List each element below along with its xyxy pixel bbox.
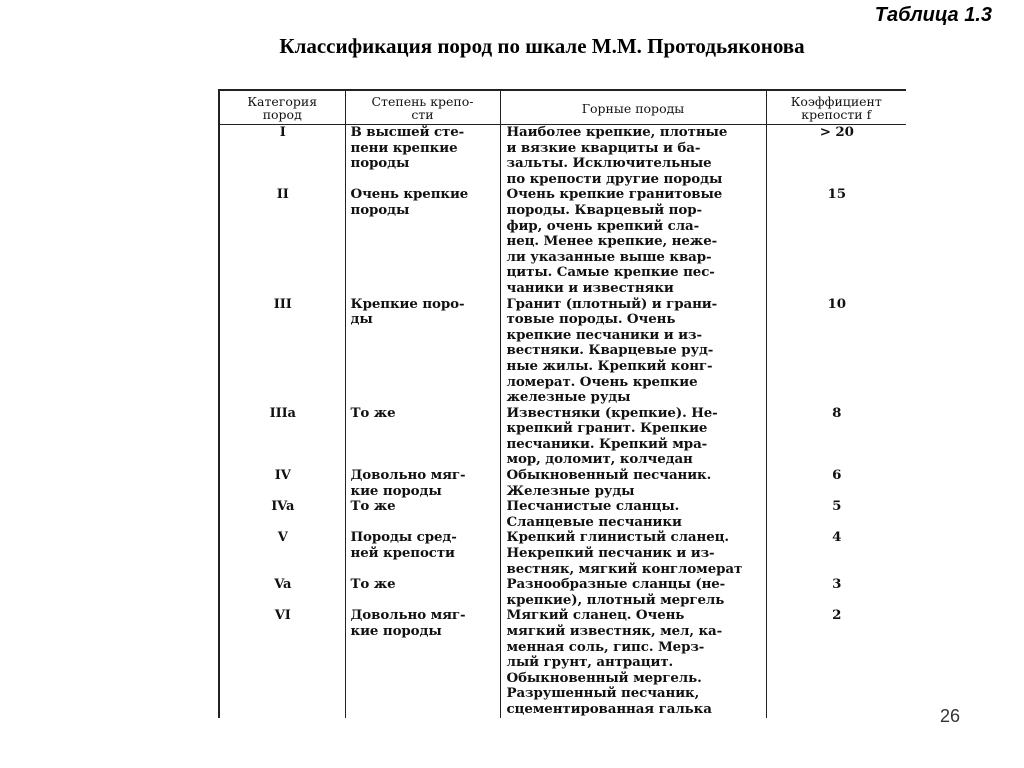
header-line: Степень крепо- <box>371 94 474 109</box>
degree-line: Крепкие поро- <box>350 295 465 312</box>
degree-cell <box>345 608 500 717</box>
category-cell: IVa <box>219 499 345 530</box>
classification-table-scan <box>218 89 906 765</box>
rocks-cell <box>500 530 766 577</box>
degree-line: кие породы <box>350 482 442 499</box>
header-line: Категория <box>247 94 318 109</box>
category-cell: Va <box>219 577 345 608</box>
header-category <box>219 90 345 125</box>
degree-cell <box>345 125 500 188</box>
degree-line: То же <box>350 498 396 515</box>
header-line: пород <box>262 107 302 122</box>
rocks-line: породы. Кварцевый пор- <box>506 201 702 218</box>
rocks-line: ли указанные выше квар- <box>506 248 712 265</box>
degree-line: породы <box>350 155 410 172</box>
table-row <box>219 468 906 499</box>
degree-line: То же <box>350 404 396 421</box>
rocks-line: чаники и известняки <box>506 279 674 296</box>
rocks-line: песчаники. Крепкий мра- <box>506 435 708 452</box>
rocks-line: Некрепкий песчаник и из- <box>506 545 715 562</box>
header-line: крепости f <box>801 107 872 122</box>
rocks-line: крепкие), плотный мергель <box>506 591 725 608</box>
coefficient-cell: 2 <box>766 608 906 717</box>
rocks-line: лый грунт, антрацит. <box>506 654 674 671</box>
rocks-line: Очень крепкие гранитовые <box>506 186 723 203</box>
rocks-line: Сланцевые песчаники <box>506 513 682 530</box>
category-cell: VI <box>219 608 345 717</box>
rocks-line: ные жилы. Крепкий конг- <box>506 357 713 374</box>
degree-cell <box>345 530 500 577</box>
rocks-line: Разнообразные сланцы (не- <box>506 576 726 593</box>
header-degree <box>345 90 500 125</box>
degree-line: кие породы <box>350 623 442 639</box>
rocks-line: и вязкие кварциты и ба- <box>506 139 701 156</box>
page-number: 26 <box>940 706 961 726</box>
rocks-cell <box>500 406 766 468</box>
category-cell: II <box>219 187 345 296</box>
degree-line: ды <box>350 311 373 328</box>
degree-line: пени крепкие <box>350 139 458 156</box>
rocks-cell <box>500 577 766 608</box>
rocks-line: сцементированная галька <box>506 700 712 717</box>
rocks-line: Наиболее крепкие, плотные <box>506 124 728 140</box>
rocks-line: циты. Самые крепкие пес- <box>506 264 715 281</box>
rocks-cell <box>500 499 766 530</box>
rocks-line: Крепкий глинистый сланец. <box>506 529 729 546</box>
header-coefficient <box>766 90 906 125</box>
rocks-cell <box>500 608 766 717</box>
table-row <box>219 406 906 468</box>
rocks-line: Железные руды <box>506 482 635 499</box>
table-row <box>219 577 906 608</box>
rocks-line: товые породы. Очень <box>506 311 676 328</box>
rocks-line: Песчанистые сланцы. <box>506 498 680 515</box>
degree-cell <box>345 499 500 530</box>
degree-cell <box>345 468 500 499</box>
category-cell: IIIa <box>219 406 345 468</box>
degree-line: То же <box>350 576 396 593</box>
degree-line: Очень крепкие <box>350 186 469 203</box>
header-rocks <box>500 90 766 125</box>
coefficient-cell: 8 <box>766 406 906 468</box>
table-row <box>219 187 906 296</box>
category-cell: III <box>219 297 345 406</box>
degree-line: Породы сред- <box>350 529 457 546</box>
rocks-line: Известняки (крепкие). Не- <box>506 404 718 421</box>
category-cell: I <box>219 125 345 188</box>
rocks-line: менная соль, гипс. Мерз- <box>506 638 705 655</box>
rocks-line: крепкие песчаники и из- <box>506 326 702 343</box>
rocks-line: Мягкий сланец. Очень <box>506 607 685 624</box>
rocks-line: Гранит (плотный) и грани- <box>506 295 718 312</box>
degree-line: Довольно мяг- <box>350 607 466 624</box>
rocks-line: Обыкновенный мергель. <box>506 669 702 686</box>
header-line: сти <box>411 107 434 122</box>
coefficient-cell: > 20 <box>766 125 906 188</box>
rocks-line: Разрушенный песчаник, <box>506 685 700 702</box>
table-row <box>219 499 906 530</box>
table-row <box>219 297 906 406</box>
degree-cell <box>345 577 500 608</box>
rocks-line: Обыкновенный песчаник. <box>506 467 712 484</box>
table-body <box>219 125 906 718</box>
table-header-row <box>219 90 906 125</box>
degree-line: ней крепости <box>350 545 455 562</box>
degree-line: В высшей сте- <box>350 124 465 140</box>
page-title: Классификация пород по шкале М.М. Протодьяконова <box>279 34 805 58</box>
rocks-line: вестняк, мягкий конгломерат <box>506 560 743 577</box>
rocks-line: ломерат. Очень крепкие <box>506 373 698 390</box>
coefficient-cell: 10 <box>766 297 906 406</box>
rocks-line: зальты. Исключительные <box>506 155 712 172</box>
rocks-line: крепкий гранит. Крепкие <box>506 420 708 437</box>
rocks-line: мягкий известняк, мел, ка- <box>506 623 723 639</box>
rocks-cell <box>500 187 766 296</box>
header-line: Коэффициент <box>790 94 882 109</box>
coefficient-cell: 3 <box>766 577 906 608</box>
rocks-cell <box>500 125 766 188</box>
rocks-line: фир, очень крепкий сла- <box>506 217 700 234</box>
table-row <box>219 125 906 188</box>
rocks-line: железные руды <box>506 389 631 406</box>
table-row <box>219 530 906 577</box>
coefficient-cell: 6 <box>766 468 906 499</box>
rocks-line: мор, доломит, колчедан <box>506 451 693 468</box>
table-row <box>219 608 906 717</box>
degree-cell <box>345 187 500 296</box>
rocks-cell <box>500 468 766 499</box>
degree-line: породы <box>350 201 410 218</box>
category-cell: V <box>219 530 345 577</box>
coefficient-cell: 4 <box>766 530 906 577</box>
category-cell: IV <box>219 468 345 499</box>
coefficient-cell: 5 <box>766 499 906 530</box>
classification-table <box>218 89 906 718</box>
coefficient-cell: 15 <box>766 187 906 296</box>
rocks-line: нец. Менее крепкие, неже- <box>506 233 718 250</box>
rocks-line: вестняки. Кварцевые руд- <box>506 342 714 359</box>
degree-cell <box>345 297 500 406</box>
degree-line: Довольно мяг- <box>350 467 466 484</box>
rocks-cell <box>500 297 766 406</box>
rocks-line: по крепости другие породы <box>506 170 723 187</box>
degree-cell <box>345 406 500 468</box>
table-label: Таблица 1.3 <box>874 4 992 26</box>
header-line: Горные породы <box>581 100 685 116</box>
